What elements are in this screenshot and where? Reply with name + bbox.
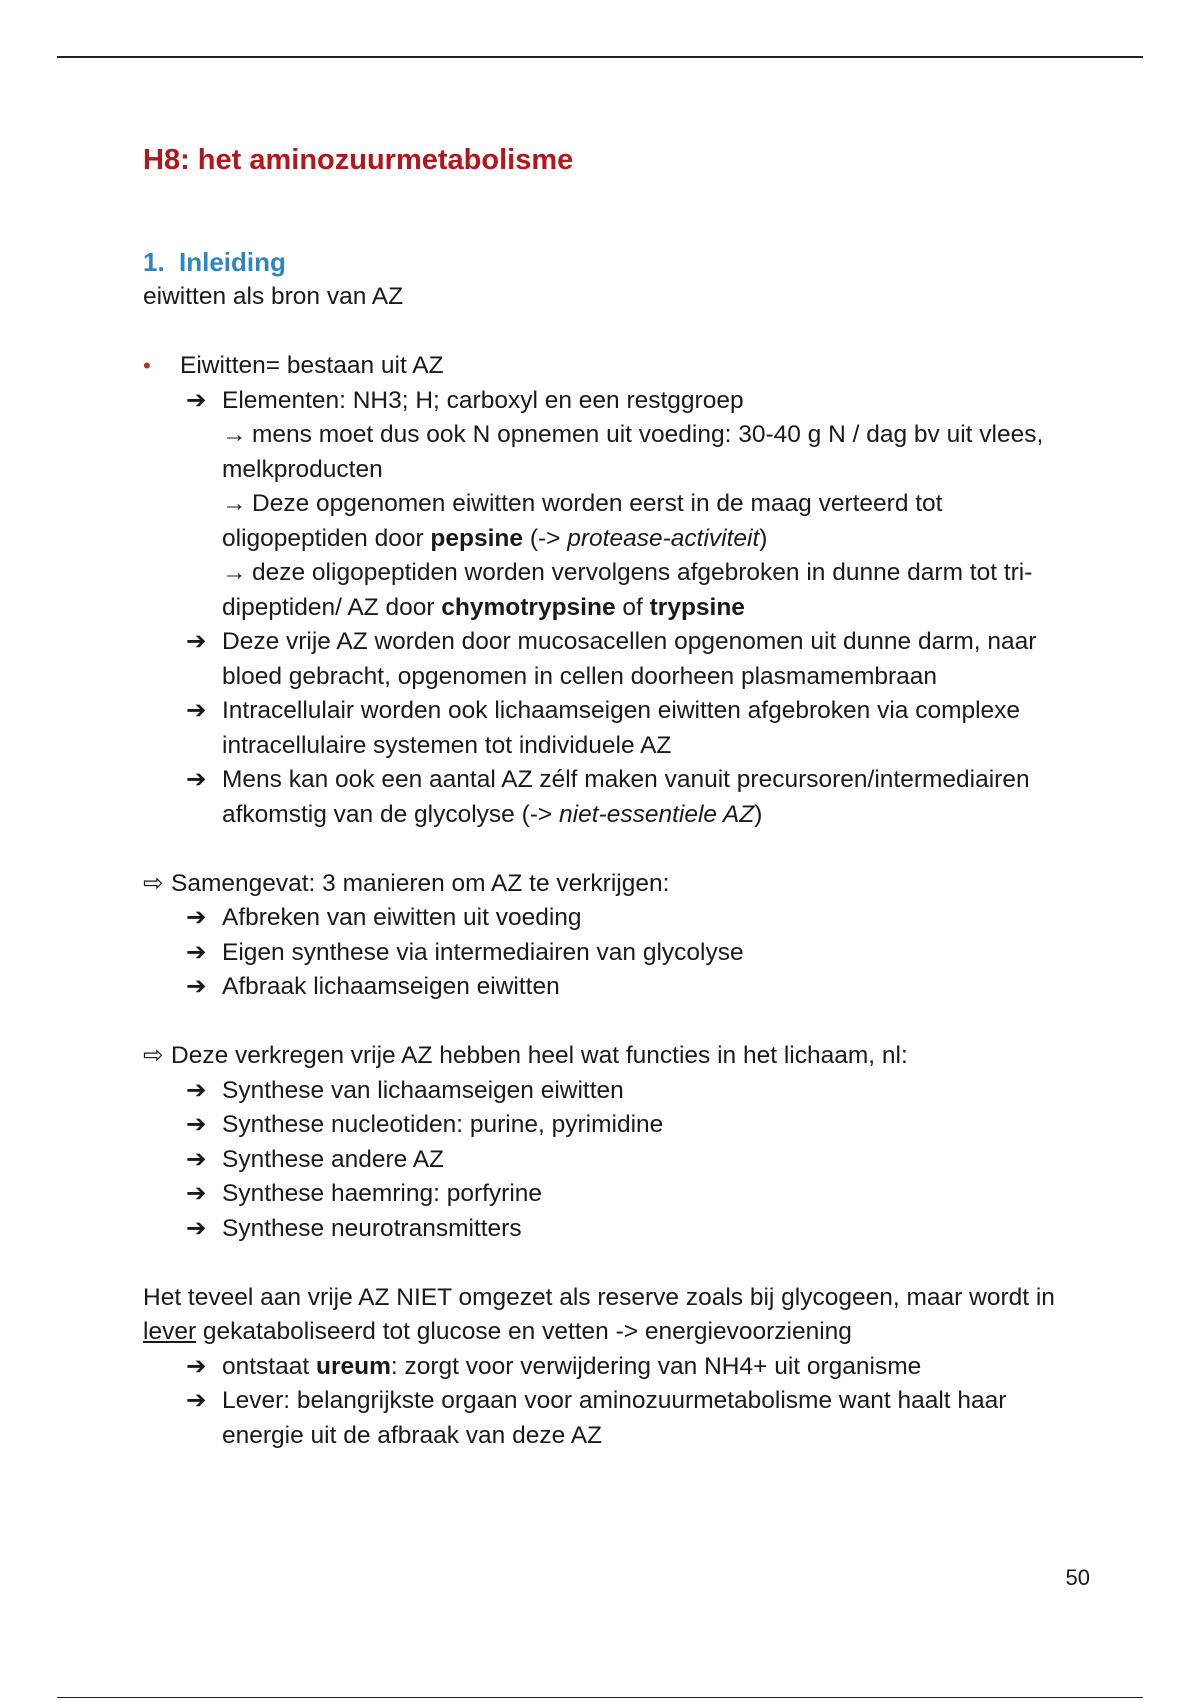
list-item-text: Eigen synthese via intermediairen van glycolyse: [222, 938, 744, 966]
arrow-item-elements: [186, 384, 1063, 419]
arrow-item-text: Elementen: NH3; H; carboxyl en een restggroep: [222, 386, 744, 414]
term-protease: protease-activiteit: [567, 524, 760, 552]
arrow-icon: ➔: [186, 1111, 207, 1138]
sub-arrow-item: [186, 487, 1063, 556]
functions-title: Deze verkregen vrije AZ hebben heel wat functies in het lichaam, nl:: [171, 1042, 908, 1069]
document-page: [143, 140, 1063, 1453]
arrow-item-text: Intracellulair worden ook lichaamseigen eiwitten afgebroken via complexe intracellulaire systemen tot individuele AZ: [222, 697, 1021, 759]
functions-heading: [143, 1039, 1063, 1074]
list-item: [186, 1108, 1063, 1143]
list-item-text: Afbraak lichaamseigen eiwitten: [222, 973, 560, 1000]
arrow-icon: ➔: [186, 628, 207, 655]
list-item-text: Synthese nucleotiden: purine, pyrimidine: [222, 1111, 664, 1138]
arrow-icon: ➔: [186, 1387, 207, 1414]
summary-list: [186, 901, 1063, 1005]
arrow-icon: ➔: [186, 1180, 207, 1207]
functions-list: [186, 1074, 1063, 1247]
sub-arrow-text: ): [759, 524, 768, 552]
thin-arrow-icon: →: [222, 490, 247, 517]
hollow-arrow-icon: ⇨: [143, 869, 164, 897]
bullet-item: [143, 349, 1063, 384]
list-item-text: ontstaat: [222, 1352, 316, 1380]
bullet-dot-icon: •: [143, 353, 151, 378]
list-item: [186, 970, 1063, 1005]
list-item: [186, 901, 1063, 936]
list-item: [186, 1177, 1063, 1212]
sub-arrow-item: [186, 418, 1063, 487]
sub-arrow-text: mens moet dus ook N opnemen uit voeding: 30-40 g N / dag bv uit vlees, melkproducten: [222, 421, 1044, 483]
term-ureum: ureum: [315, 1352, 391, 1380]
arrow-icon: ➔: [186, 1352, 207, 1380]
excess-list: [186, 1350, 1063, 1454]
list-item-text: Synthese van lichaamseigen eiwitten: [222, 1076, 624, 1104]
arrow-list-main: [186, 384, 1063, 833]
arrow-item-text: Mens kan ook een aantal AZ zélf maken vanuit precursoren/intermediairen afkomstig van de glycolyse (->: [222, 766, 1030, 828]
page-number: 50: [1065, 1565, 1090, 1590]
sub-arrow-text: deze oligopeptiden worden vervolgens afgebroken in dunne darm tot tri-dipeptiden/ AZ door: [222, 559, 1033, 621]
summary-title: Samengevat: 3 manieren om AZ te verkrijgen:: [171, 869, 670, 897]
bullet-text: Eiwitten= bestaan uit AZ: [180, 352, 444, 379]
summary-heading: [143, 867, 1063, 902]
arrow-icon: ➔: [186, 1145, 207, 1173]
list-item: [186, 1212, 1063, 1247]
list-item: [186, 936, 1063, 971]
hollow-arrow-icon: ⇨: [143, 1042, 164, 1069]
term-chymotrypsine: chymotrypsine: [441, 593, 616, 621]
arrow-item-text: ): [754, 800, 763, 828]
sub-arrow-item: [186, 556, 1063, 625]
section-heading: [143, 244, 1063, 280]
term-trypsine: trypsine: [649, 593, 745, 621]
list-item: [186, 1384, 1063, 1453]
arrow-icon: ➔: [186, 973, 207, 1000]
list-item-text: Afbreken van eiwitten uit voeding: [222, 904, 582, 931]
arrow-item-synthesis: [186, 763, 1063, 832]
arrow-icon: ➔: [186, 904, 207, 931]
page-title: H8: het aminozuurmetabolisme: [143, 144, 574, 176]
term-lever: lever: [143, 1318, 197, 1345]
footer-rule: [57, 1697, 1143, 1698]
arrow-icon: ➔: [186, 766, 207, 793]
sub-arrow-text: (->: [523, 524, 568, 552]
list-item-text: Synthese haemring: porfyrine: [222, 1180, 543, 1207]
section-number: 1.: [143, 247, 165, 277]
excess-text: gekataboliseerd tot glucose en vetten -> energievoorziening: [196, 1318, 852, 1345]
section-title: Inleiding: [179, 247, 286, 277]
thin-arrow-icon: →: [222, 421, 247, 448]
arrow-icon: ➔: [186, 697, 207, 724]
list-item-text: Synthese andere AZ: [222, 1145, 445, 1173]
list-item: [186, 1350, 1063, 1385]
list-item-text: Synthese neurotransmitters: [222, 1214, 522, 1242]
arrow-icon: ➔: [186, 1214, 207, 1242]
list-item: [186, 1074, 1063, 1109]
arrow-icon: ➔: [186, 386, 207, 414]
list-item-text: : zorgt voor verwijdering van NH4+ uit organisme: [390, 1352, 922, 1380]
arrow-item-text: Deze vrije AZ worden door mucosacellen opgenomen uit dunne darm, naar bloed gebracht, opgenomen in cellen doorheen plasmamembraan: [222, 628, 1037, 690]
sub-arrow-text: of: [615, 593, 650, 621]
arrow-item-intracellular: [186, 694, 1063, 763]
arrow-item-absorption: [186, 625, 1063, 694]
thin-arrow-icon: →: [222, 559, 247, 586]
header-rule: [57, 56, 1143, 58]
sub-arrow-text: Deze opgenomen eiwitten worden eerst in de maag verteerd tot oligopeptiden door: [222, 490, 943, 552]
term-pepsine: pepsine: [430, 524, 524, 552]
intro-text: eiwitten als bron van AZ: [143, 283, 404, 310]
arrow-icon: ➔: [186, 938, 207, 966]
list-item-text: Lever: belangrijkste orgaan voor aminozuurmetabolisme want haalt haar energie uit de afbraak van deze AZ: [222, 1387, 1007, 1449]
list-item: [186, 1143, 1063, 1178]
excess-text: Het teveel aan vrije AZ NIET omgezet als reserve zoals bij glycogeen, maar wordt in: [143, 1283, 1055, 1311]
excess-paragraph: [143, 1281, 1063, 1350]
arrow-icon: ➔: [186, 1076, 207, 1104]
term-niet-essentiele: niet-essentiele AZ: [559, 800, 755, 828]
